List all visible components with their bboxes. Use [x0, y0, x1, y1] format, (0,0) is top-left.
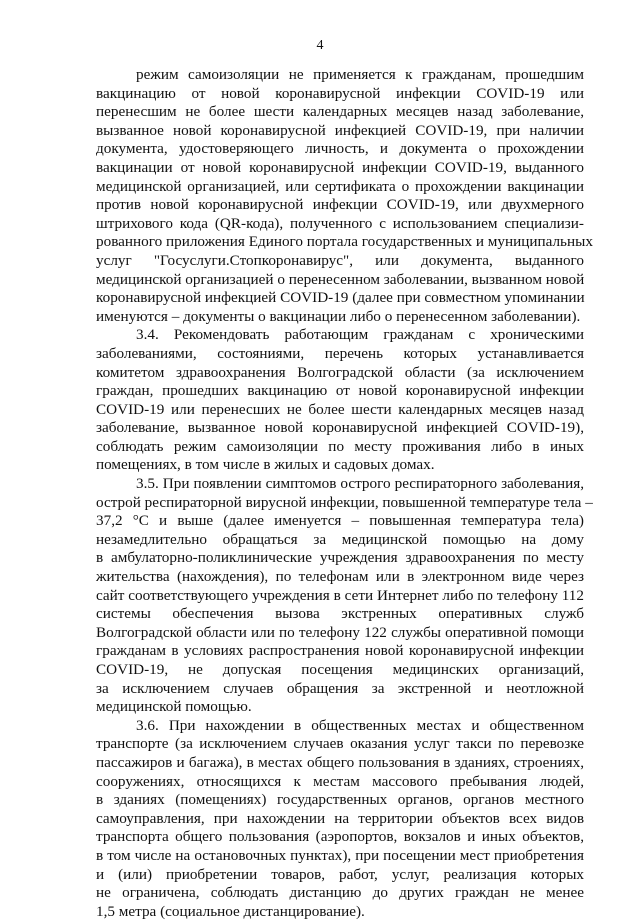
paragraph-clause-3-4 — [96, 326, 584, 475]
text-line: рованного приложения Единого портала государственных и муниципальных — [96, 233, 593, 251]
document-body — [96, 66, 593, 921]
text-line: незамедлительно обращаться за медицинской помощью на дому — [96, 530, 584, 548]
text-line: 3.5. При появлении симптомов острого респираторного заболевания, — [136, 475, 584, 493]
text-line: перенесшим не более шести календарных месяцев назад заболевание, — [96, 103, 584, 121]
text-line: граждан, прошедших вакцинацию от новой коронавирусной инфекции — [96, 382, 584, 400]
text-line: в том числе на остановочных пунктах), при посещении мест приобретения — [96, 846, 584, 864]
paragraph-clause-3-5 — [96, 475, 593, 717]
text-line: заболеваниями, состояниями, перечень которых устанавливается — [96, 344, 584, 362]
text-line: транспорте (за исключением случаев оказания услуг такси по перевозке — [96, 735, 584, 753]
text-line: помещениях, в том числе в жилых и садовых домах. — [96, 456, 435, 474]
text-line: коронавирусной инфекцией COVID-19 (далее при совместном упоминании — [96, 289, 585, 307]
text-line: услуг "Госуслуги.Стопкоронавирус", или документа, выданного — [96, 251, 584, 269]
text-line: не ограничена, соблюдать дистанцию до других граждан не менее — [96, 884, 584, 902]
text-line: острой респираторной вирусной инфекции, повышенной температуре тела – — [96, 493, 593, 511]
text-line: в амбулаторно-поликлинические учреждения здравоохранения по месту — [96, 549, 584, 567]
text-line: жительства (нахождения), по телефонам или в электронном виде через — [96, 568, 584, 586]
text-line: COVID-19 или перенесших не более шести календарных месяцев назад — [96, 400, 584, 418]
text-line: 1,5 метра (социальное дистанцирование). — [96, 902, 365, 920]
text-line: 3.4. Рекомендовать работающим гражданам с хроническими — [136, 326, 584, 344]
text-line: соблюдать режим самоизоляции по месту проживания либо в иных — [96, 437, 584, 455]
text-line: именуются – документы о вакцинации либо о перенесенном заболевании). — [96, 307, 581, 325]
text-line: и (или) приобретении товаров, работ, услуг, реализация которых — [96, 865, 584, 883]
text-line: сайт соответствующего учреждения в сети Интернет либо по телефону 112 — [96, 586, 584, 604]
text-line: режим самоизоляции не применяется к гражданам, прошедшим — [136, 66, 584, 83]
text-line: медицинской организацией о перенесенном заболевании, вызванном новой — [96, 270, 585, 288]
text-line: вакцинации от новой коронавирусной инфекции COVID-19, выданного — [96, 158, 584, 176]
text-line: медицинской помощью. — [96, 698, 252, 716]
text-line: COVID-19, не допуская посещения медицинских организаций, — [96, 661, 584, 678]
text-line: в зданиях (помещениях) государственных органов, органов местного — [96, 791, 584, 809]
text-line: вызванное новой коронавирусной инфекцией COVID-19, при наличии — [96, 121, 584, 139]
text-line: против новой коронавирусной инфекции COVID-19, или двухмерного — [96, 196, 584, 214]
paragraph-clause-3-6 — [96, 717, 584, 921]
text-line: комитетом здравоохранения Волгоградской области (за исключением — [96, 363, 584, 381]
paragraph-continuation — [96, 66, 593, 326]
text-line: Волгоградской области или по телефону 122 службы оперативной помощи — [96, 623, 584, 641]
text-line: 37,2 °С и выше (далее именуется – повышенная температура тела) — [96, 512, 584, 530]
page-number: 4 — [316, 38, 324, 53]
text-line: за исключением случаев обращения за экстренной и неотложной — [96, 679, 584, 697]
text-line: заболевание, вызванное новой коронавирусной инфекцией COVID-19), — [96, 419, 584, 437]
text-line: пассажиров и багажа), в местах общего пользования в зданиях, строениях, — [96, 753, 584, 771]
text-line: системы обеспечения вызова экстренных оперативных служб — [96, 605, 584, 623]
text-line: медицинской организацией, или сертификата о прохождении вакцинации — [96, 177, 584, 195]
text-line: самоуправления, при нахождении на территории объектов всех видов — [96, 809, 584, 827]
text-line: гражданам в условиях распространения новой коронавирусной инфекции — [96, 642, 584, 660]
text-line: сооружениях, относящихся к местам массового пребывания людей, — [96, 772, 584, 790]
text-line: 3.6. При нахождении в общественных местах и общественном — [136, 716, 584, 734]
text-line: документа, удостоверяющего личность, и документа о прохождении — [96, 140, 584, 158]
text-line: вакцинацию от новой коронавирусной инфекции COVID-19 или — [96, 84, 584, 102]
text-line: штрихового кода (QR-кода), полученного с использованием специализи- — [96, 214, 584, 232]
text-line: транспорта общего пользования (аэропортов, вокзалов и иных объектов, — [96, 828, 584, 846]
